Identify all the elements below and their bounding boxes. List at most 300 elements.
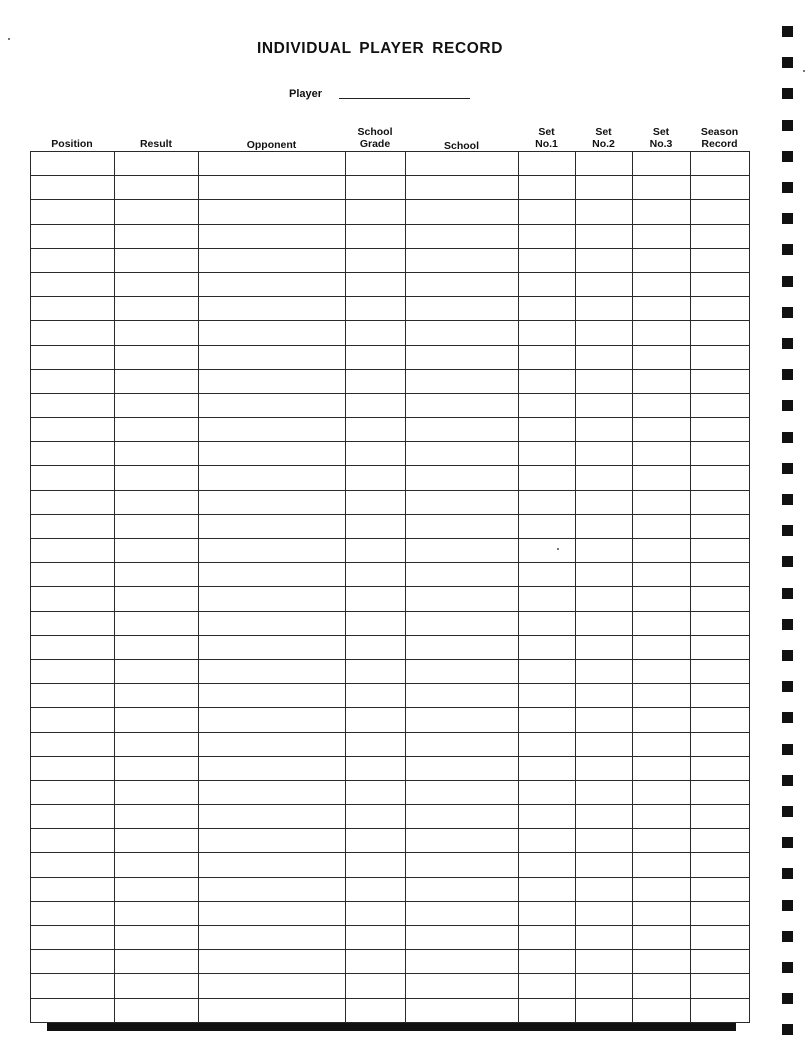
table-cell[interactable] xyxy=(691,297,750,321)
table-cell[interactable] xyxy=(115,853,199,877)
table-cell[interactable] xyxy=(115,369,199,393)
table-cell[interactable] xyxy=(633,224,691,248)
table-cell[interactable] xyxy=(576,901,633,925)
table-cell[interactable] xyxy=(691,224,750,248)
table-cell[interactable] xyxy=(115,974,199,998)
table-cell[interactable] xyxy=(406,587,519,611)
table-cell[interactable] xyxy=(576,224,633,248)
table-cell[interactable] xyxy=(691,466,750,490)
table-cell[interactable] xyxy=(633,539,691,563)
table-cell[interactable] xyxy=(31,369,115,393)
table-cell[interactable] xyxy=(406,248,519,272)
table-cell[interactable] xyxy=(31,950,115,974)
table-cell[interactable] xyxy=(406,998,519,1022)
table-cell[interactable] xyxy=(31,321,115,345)
table-cell[interactable] xyxy=(576,780,633,804)
table-cell[interactable] xyxy=(691,732,750,756)
table-cell[interactable] xyxy=(519,611,576,635)
table-cell[interactable] xyxy=(519,974,576,998)
table-cell[interactable] xyxy=(633,393,691,417)
table-cell[interactable] xyxy=(406,272,519,296)
table-cell[interactable] xyxy=(576,345,633,369)
table-cell[interactable] xyxy=(31,224,115,248)
table-cell[interactable] xyxy=(115,248,199,272)
table-cell[interactable] xyxy=(406,611,519,635)
table-cell[interactable] xyxy=(576,272,633,296)
table-cell[interactable] xyxy=(199,248,346,272)
table-cell[interactable] xyxy=(691,248,750,272)
table-cell[interactable] xyxy=(576,950,633,974)
table-cell[interactable] xyxy=(576,152,633,176)
table-cell[interactable] xyxy=(115,272,199,296)
table-cell[interactable] xyxy=(519,635,576,659)
table-cell[interactable] xyxy=(199,780,346,804)
table-cell[interactable] xyxy=(31,248,115,272)
table-cell[interactable] xyxy=(576,635,633,659)
table-cell[interactable] xyxy=(576,926,633,950)
table-cell[interactable] xyxy=(115,224,199,248)
table-cell[interactable] xyxy=(406,684,519,708)
table-cell[interactable] xyxy=(633,418,691,442)
table-cell[interactable] xyxy=(115,514,199,538)
table-cell[interactable] xyxy=(346,490,406,514)
table-cell[interactable] xyxy=(346,176,406,200)
table-cell[interactable] xyxy=(519,901,576,925)
table-cell[interactable] xyxy=(199,587,346,611)
table-cell[interactable] xyxy=(199,611,346,635)
table-cell[interactable] xyxy=(346,321,406,345)
table-cell[interactable] xyxy=(633,272,691,296)
table-cell[interactable] xyxy=(31,974,115,998)
table-cell[interactable] xyxy=(199,853,346,877)
table-cell[interactable] xyxy=(115,297,199,321)
table-cell[interactable] xyxy=(406,563,519,587)
table-cell[interactable] xyxy=(519,418,576,442)
table-cell[interactable] xyxy=(346,684,406,708)
table-cell[interactable] xyxy=(199,490,346,514)
table-cell[interactable] xyxy=(519,514,576,538)
table-cell[interactable] xyxy=(519,224,576,248)
table-cell[interactable] xyxy=(115,756,199,780)
table-cell[interactable] xyxy=(115,563,199,587)
table-cell[interactable] xyxy=(115,926,199,950)
table-cell[interactable] xyxy=(31,659,115,683)
table-cell[interactable] xyxy=(406,442,519,466)
table-cell[interactable] xyxy=(346,345,406,369)
table-cell[interactable] xyxy=(31,514,115,538)
table-cell[interactable] xyxy=(519,321,576,345)
table-cell[interactable] xyxy=(406,732,519,756)
table-cell[interactable] xyxy=(633,490,691,514)
table-cell[interactable] xyxy=(31,393,115,417)
table-cell[interactable] xyxy=(691,514,750,538)
table-cell[interactable] xyxy=(199,756,346,780)
table-cell[interactable] xyxy=(633,321,691,345)
table-cell[interactable] xyxy=(691,998,750,1022)
table-cell[interactable] xyxy=(31,901,115,925)
table-cell[interactable] xyxy=(691,539,750,563)
table-cell[interactable] xyxy=(691,853,750,877)
table-cell[interactable] xyxy=(691,974,750,998)
table-cell[interactable] xyxy=(115,418,199,442)
table-cell[interactable] xyxy=(691,393,750,417)
table-cell[interactable] xyxy=(346,369,406,393)
table-cell[interactable] xyxy=(31,853,115,877)
table-cell[interactable] xyxy=(691,877,750,901)
table-cell[interactable] xyxy=(576,659,633,683)
table-cell[interactable] xyxy=(31,708,115,732)
table-cell[interactable] xyxy=(406,514,519,538)
table-cell[interactable] xyxy=(576,563,633,587)
table-cell[interactable] xyxy=(115,176,199,200)
table-cell[interactable] xyxy=(199,563,346,587)
table-cell[interactable] xyxy=(199,200,346,224)
table-cell[interactable] xyxy=(691,756,750,780)
table-cell[interactable] xyxy=(633,563,691,587)
table-cell[interactable] xyxy=(406,877,519,901)
table-cell[interactable] xyxy=(31,829,115,853)
table-cell[interactable] xyxy=(406,297,519,321)
table-cell[interactable] xyxy=(633,611,691,635)
table-cell[interactable] xyxy=(576,805,633,829)
table-cell[interactable] xyxy=(406,756,519,780)
table-cell[interactable] xyxy=(31,176,115,200)
table-cell[interactable] xyxy=(199,369,346,393)
table-cell[interactable] xyxy=(633,901,691,925)
table-cell[interactable] xyxy=(406,853,519,877)
table-cell[interactable] xyxy=(576,466,633,490)
table-cell[interactable] xyxy=(406,659,519,683)
table-cell[interactable] xyxy=(199,514,346,538)
table-cell[interactable] xyxy=(691,684,750,708)
table-cell[interactable] xyxy=(519,926,576,950)
table-cell[interactable] xyxy=(115,611,199,635)
table-cell[interactable] xyxy=(115,708,199,732)
table-cell[interactable] xyxy=(199,829,346,853)
table-cell[interactable] xyxy=(633,732,691,756)
table-cell[interactable] xyxy=(199,805,346,829)
table-cell[interactable] xyxy=(346,297,406,321)
table-cell[interactable] xyxy=(31,152,115,176)
table-cell[interactable] xyxy=(633,152,691,176)
table-cell[interactable] xyxy=(31,539,115,563)
table-cell[interactable] xyxy=(633,684,691,708)
table-cell[interactable] xyxy=(346,272,406,296)
table-cell[interactable] xyxy=(691,780,750,804)
table-cell[interactable] xyxy=(406,805,519,829)
table-cell[interactable] xyxy=(346,829,406,853)
table-cell[interactable] xyxy=(31,418,115,442)
table-cell[interactable] xyxy=(115,442,199,466)
table-cell[interactable] xyxy=(346,926,406,950)
table-cell[interactable] xyxy=(115,393,199,417)
table-cell[interactable] xyxy=(346,853,406,877)
table-cell[interactable] xyxy=(346,708,406,732)
table-cell[interactable] xyxy=(519,732,576,756)
table-cell[interactable] xyxy=(406,539,519,563)
table-cell[interactable] xyxy=(519,563,576,587)
table-cell[interactable] xyxy=(115,635,199,659)
table-cell[interactable] xyxy=(519,539,576,563)
table-cell[interactable] xyxy=(406,780,519,804)
table-cell[interactable] xyxy=(199,466,346,490)
table-cell[interactable] xyxy=(519,176,576,200)
table-cell[interactable] xyxy=(576,539,633,563)
table-cell[interactable] xyxy=(519,780,576,804)
table-cell[interactable] xyxy=(199,684,346,708)
table-cell[interactable] xyxy=(31,684,115,708)
table-cell[interactable] xyxy=(406,466,519,490)
table-cell[interactable] xyxy=(519,853,576,877)
table-cell[interactable] xyxy=(115,539,199,563)
table-cell[interactable] xyxy=(346,877,406,901)
table-cell[interactable] xyxy=(199,732,346,756)
table-cell[interactable] xyxy=(199,659,346,683)
table-cell[interactable] xyxy=(406,708,519,732)
table-cell[interactable] xyxy=(633,176,691,200)
table-cell[interactable] xyxy=(691,950,750,974)
table-cell[interactable] xyxy=(576,611,633,635)
table-cell[interactable] xyxy=(691,563,750,587)
table-cell[interactable] xyxy=(519,950,576,974)
table-cell[interactable] xyxy=(199,950,346,974)
table-cell[interactable] xyxy=(199,224,346,248)
table-cell[interactable] xyxy=(633,974,691,998)
table-cell[interactable] xyxy=(633,200,691,224)
table-cell[interactable] xyxy=(406,490,519,514)
table-cell[interactable] xyxy=(691,587,750,611)
table-cell[interactable] xyxy=(31,442,115,466)
table-cell[interactable] xyxy=(691,926,750,950)
table-cell[interactable] xyxy=(346,563,406,587)
table-cell[interactable] xyxy=(576,998,633,1022)
table-cell[interactable] xyxy=(576,514,633,538)
table-cell[interactable] xyxy=(346,901,406,925)
table-cell[interactable] xyxy=(519,587,576,611)
table-cell[interactable] xyxy=(519,345,576,369)
table-cell[interactable] xyxy=(519,369,576,393)
table-cell[interactable] xyxy=(576,974,633,998)
table-cell[interactable] xyxy=(406,224,519,248)
table-cell[interactable] xyxy=(115,780,199,804)
table-cell[interactable] xyxy=(199,901,346,925)
table-cell[interactable] xyxy=(199,974,346,998)
table-cell[interactable] xyxy=(31,998,115,1022)
table-cell[interactable] xyxy=(519,877,576,901)
table-cell[interactable] xyxy=(633,708,691,732)
table-cell[interactable] xyxy=(346,635,406,659)
table-cell[interactable] xyxy=(519,200,576,224)
table-cell[interactable] xyxy=(31,926,115,950)
table-cell[interactable] xyxy=(31,635,115,659)
table-cell[interactable] xyxy=(519,805,576,829)
table-cell[interactable] xyxy=(31,297,115,321)
table-cell[interactable] xyxy=(199,297,346,321)
table-cell[interactable] xyxy=(691,635,750,659)
table-cell[interactable] xyxy=(576,369,633,393)
table-cell[interactable] xyxy=(519,272,576,296)
table-cell[interactable] xyxy=(406,321,519,345)
table-cell[interactable] xyxy=(576,490,633,514)
table-cell[interactable] xyxy=(199,635,346,659)
table-cell[interactable] xyxy=(576,708,633,732)
table-cell[interactable] xyxy=(115,732,199,756)
table-cell[interactable] xyxy=(346,611,406,635)
table-cell[interactable] xyxy=(406,176,519,200)
table-cell[interactable] xyxy=(199,418,346,442)
table-cell[interactable] xyxy=(691,272,750,296)
table-cell[interactable] xyxy=(199,926,346,950)
table-cell[interactable] xyxy=(633,442,691,466)
table-cell[interactable] xyxy=(406,200,519,224)
table-cell[interactable] xyxy=(576,176,633,200)
table-cell[interactable] xyxy=(31,756,115,780)
table-cell[interactable] xyxy=(576,442,633,466)
table-cell[interactable] xyxy=(633,369,691,393)
table-cell[interactable] xyxy=(519,248,576,272)
table-cell[interactable] xyxy=(633,950,691,974)
table-cell[interactable] xyxy=(406,974,519,998)
table-cell[interactable] xyxy=(346,466,406,490)
table-cell[interactable] xyxy=(691,418,750,442)
table-cell[interactable] xyxy=(576,732,633,756)
table-cell[interactable] xyxy=(115,345,199,369)
table-cell[interactable] xyxy=(199,708,346,732)
table-cell[interactable] xyxy=(31,732,115,756)
table-cell[interactable] xyxy=(633,926,691,950)
table-cell[interactable] xyxy=(115,490,199,514)
table-cell[interactable] xyxy=(406,418,519,442)
table-cell[interactable] xyxy=(346,805,406,829)
table-cell[interactable] xyxy=(633,998,691,1022)
table-cell[interactable] xyxy=(115,877,199,901)
table-cell[interactable] xyxy=(519,466,576,490)
table-cell[interactable] xyxy=(576,829,633,853)
table-cell[interactable] xyxy=(199,393,346,417)
table-cell[interactable] xyxy=(691,345,750,369)
table-cell[interactable] xyxy=(199,345,346,369)
table-cell[interactable] xyxy=(31,877,115,901)
table-cell[interactable] xyxy=(199,272,346,296)
table-cell[interactable] xyxy=(576,297,633,321)
table-cell[interactable] xyxy=(633,514,691,538)
table-cell[interactable] xyxy=(31,272,115,296)
table-cell[interactable] xyxy=(199,321,346,345)
table-cell[interactable] xyxy=(31,611,115,635)
table-cell[interactable] xyxy=(199,998,346,1022)
table-cell[interactable] xyxy=(406,345,519,369)
table-cell[interactable] xyxy=(691,176,750,200)
table-cell[interactable] xyxy=(691,200,750,224)
table-cell[interactable] xyxy=(519,998,576,1022)
table-cell[interactable] xyxy=(576,853,633,877)
table-cell[interactable] xyxy=(519,442,576,466)
table-cell[interactable] xyxy=(406,829,519,853)
table-cell[interactable] xyxy=(576,248,633,272)
table-cell[interactable] xyxy=(633,780,691,804)
table-cell[interactable] xyxy=(406,393,519,417)
table-cell[interactable] xyxy=(633,805,691,829)
table-cell[interactable] xyxy=(519,829,576,853)
table-cell[interactable] xyxy=(633,635,691,659)
table-cell[interactable] xyxy=(346,756,406,780)
table-cell[interactable] xyxy=(633,659,691,683)
table-cell[interactable] xyxy=(346,224,406,248)
table-cell[interactable] xyxy=(346,950,406,974)
table-cell[interactable] xyxy=(346,539,406,563)
table-cell[interactable] xyxy=(346,587,406,611)
table-cell[interactable] xyxy=(519,393,576,417)
table-cell[interactable] xyxy=(346,659,406,683)
table-cell[interactable] xyxy=(346,998,406,1022)
table-cell[interactable] xyxy=(691,611,750,635)
table-cell[interactable] xyxy=(31,466,115,490)
table-cell[interactable] xyxy=(346,200,406,224)
table-cell[interactable] xyxy=(519,708,576,732)
table-cell[interactable] xyxy=(406,152,519,176)
table-cell[interactable] xyxy=(691,901,750,925)
table-cell[interactable] xyxy=(633,829,691,853)
table-cell[interactable] xyxy=(115,829,199,853)
table-cell[interactable] xyxy=(691,659,750,683)
table-cell[interactable] xyxy=(633,297,691,321)
table-cell[interactable] xyxy=(115,466,199,490)
table-cell[interactable] xyxy=(115,998,199,1022)
table-cell[interactable] xyxy=(633,345,691,369)
table-cell[interactable] xyxy=(691,369,750,393)
table-cell[interactable] xyxy=(115,321,199,345)
table-cell[interactable] xyxy=(31,490,115,514)
table-cell[interactable] xyxy=(346,974,406,998)
table-cell[interactable] xyxy=(115,805,199,829)
table-cell[interactable] xyxy=(346,152,406,176)
table-cell[interactable] xyxy=(31,805,115,829)
table-cell[interactable] xyxy=(31,587,115,611)
table-cell[interactable] xyxy=(691,321,750,345)
table-cell[interactable] xyxy=(31,200,115,224)
table-cell[interactable] xyxy=(519,297,576,321)
table-cell[interactable] xyxy=(199,152,346,176)
table-cell[interactable] xyxy=(406,901,519,925)
table-cell[interactable] xyxy=(115,950,199,974)
table-cell[interactable] xyxy=(346,514,406,538)
table-cell[interactable] xyxy=(519,756,576,780)
table-cell[interactable] xyxy=(691,152,750,176)
table-cell[interactable] xyxy=(406,635,519,659)
table-cell[interactable] xyxy=(576,200,633,224)
table-cell[interactable] xyxy=(633,587,691,611)
table-cell[interactable] xyxy=(633,466,691,490)
table-cell[interactable] xyxy=(115,901,199,925)
table-cell[interactable] xyxy=(576,587,633,611)
table-cell[interactable] xyxy=(115,152,199,176)
table-cell[interactable] xyxy=(199,539,346,563)
table-cell[interactable] xyxy=(576,877,633,901)
table-cell[interactable] xyxy=(199,877,346,901)
table-cell[interactable] xyxy=(115,587,199,611)
table-cell[interactable] xyxy=(691,829,750,853)
table-cell[interactable] xyxy=(576,393,633,417)
table-cell[interactable] xyxy=(346,393,406,417)
table-cell[interactable] xyxy=(346,732,406,756)
player-name-field[interactable] xyxy=(339,98,470,99)
table-cell[interactable] xyxy=(519,490,576,514)
table-cell[interactable] xyxy=(406,950,519,974)
table-cell[interactable] xyxy=(346,780,406,804)
table-cell[interactable] xyxy=(691,442,750,466)
table-cell[interactable] xyxy=(519,684,576,708)
table-cell[interactable] xyxy=(346,248,406,272)
